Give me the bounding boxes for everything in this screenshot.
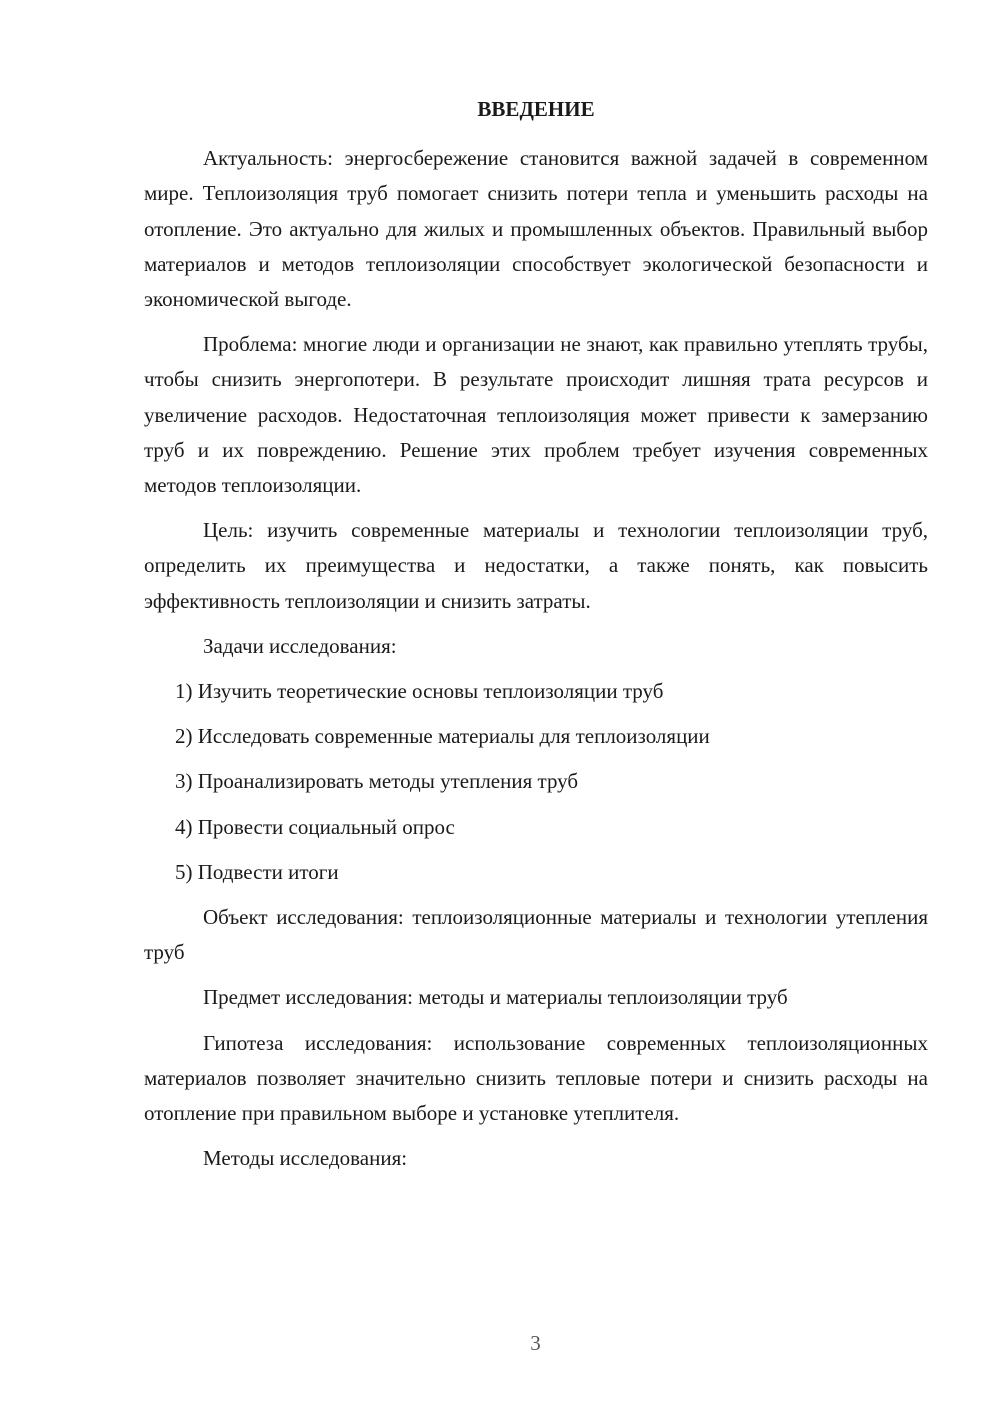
section-heading: ВВЕДЕНИЕ (477, 97, 595, 121)
paragraph-goal: Цель: изучить современные материалы и технологии теплоизоляции труб, определить их преимущества и недостатки, а также понять, как повысить эффективность теплоизоляции и снизить затраты. (144, 518, 928, 613)
paragraph-problem: Проблема: многие люди и организации не знают, как правильно утеплять трубы, чтобы снизить энергопотери. В результате происходит лишняя трата ресурсов и увеличение расходов. Недостаточная теплоизоляция может привести к замерзанию труб и их повреждению. Решение этих проблем требует изучения современных методов теплоизоляции. (144, 332, 928, 498)
document-page (144, 92, 928, 1186)
task-item: 4) Провести социальный опрос (175, 814, 455, 839)
task-item: 3) Проанализировать методы утепления труб (175, 769, 579, 794)
task-item: 2) Исследовать современные материалы для теплоизоляции (175, 724, 710, 749)
paragraph-relevance: Актуальность: энергосбережение становится важной задачей в современном мире. Теплоизоляция труб помогает снизить потери тепла и уменьшить расходы на отопление. Это актуально для жилых и промышленных объектов. Правильный выбор материалов и методов теплоизоляции способствует экологической безопасности и экономической выгоде. (144, 146, 928, 312)
task-item: 1) Изучить теоретические основы теплоизоляции труб (175, 679, 664, 704)
paragraph-hypothesis: Гипотеза исследования: использование современных теплоизоляционных материалов позволяет значительно снизить тепловые потери и снизить расходы на отопление при правильном выборе и установке утеплителя. (144, 1030, 928, 1126)
page-number: 3 (530, 1331, 541, 1355)
paragraph-subject: Предмет исследования: методы и материалы теплоизоляции труб (203, 985, 788, 1010)
task-list (144, 674, 928, 890)
paragraph-tasks-intro: Задачи исследования: (203, 633, 397, 658)
paragraph-object: Объект исследования: теплоизоляционные материалы и технологии утепления труб (144, 905, 928, 965)
task-item: 5) Подвести итоги (175, 859, 339, 884)
paragraph-methods: Методы исследования: (203, 1146, 408, 1171)
